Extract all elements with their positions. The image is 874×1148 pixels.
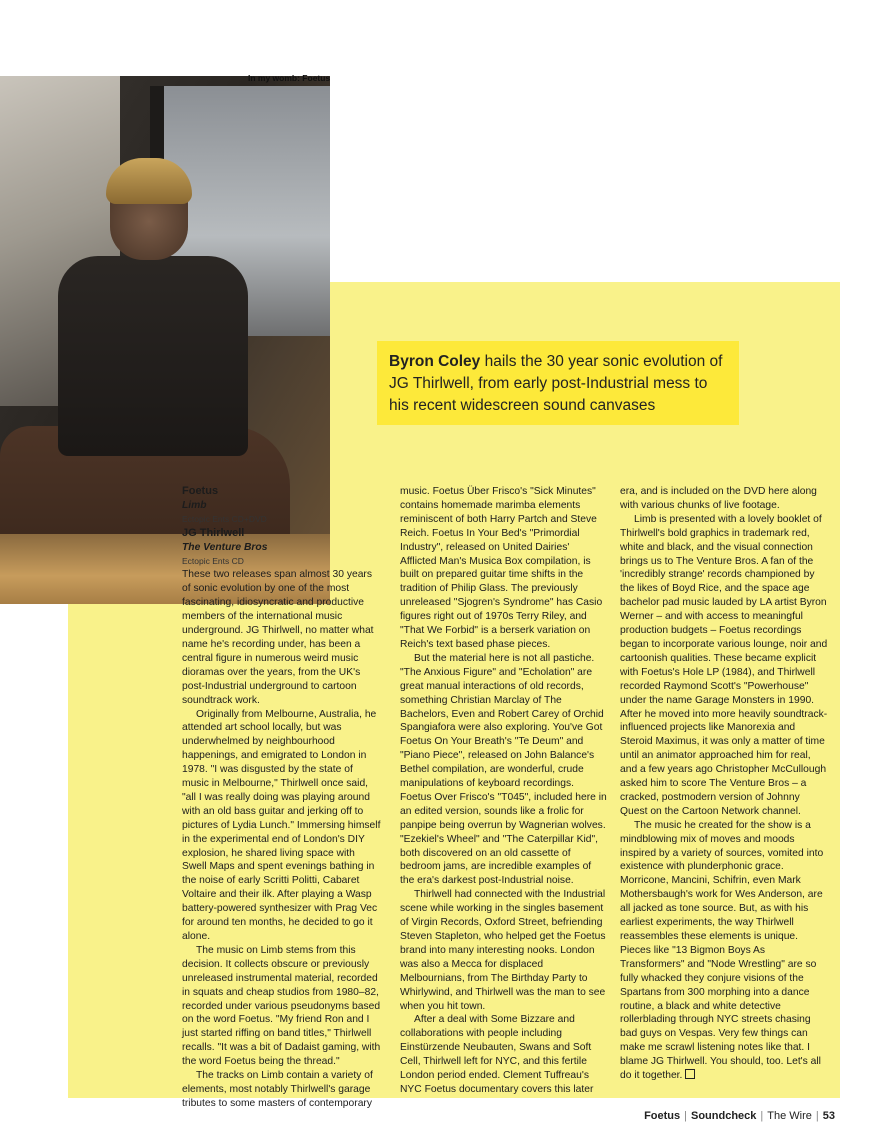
page-number: 53 <box>822 1110 835 1122</box>
body-paragraph: After a deal with Some Bizzare and collaborations with people including Einstürzende Neubauten, Swans and Soft Cell, Thirlwell left for NYC, and this fertile London period ended. Clement Tuffreau's NYC Foetus documentary covers this later <box>400 1014 594 1095</box>
body-paragraph: era, and is included on the DVD here along with various chunks of live footage. <box>620 486 817 511</box>
body-paragraph: Thirlwell had connected with the Industrial scene while working in the singles basement of Virgin Records, Oxford Street, befriending Steven Stapleton, who helped get the Foetus brand into many interesting nooks. London was also a Mecca for displaced Melbournians, from The Birthday Party to Whirlywind, and Thirlwell was the man to see when you hit town. <box>400 889 606 1012</box>
footer-magazine: The Wire <box>767 1110 812 1122</box>
end-mark-icon <box>685 1069 695 1079</box>
review-label: Ectopic Ents CD <box>182 555 244 566</box>
footer-section: Soundcheck <box>691 1110 757 1122</box>
body-paragraph: music. Foetus Über Frisco's "Sick Minutes" contains homemade marimba elements reminiscent of both Harry Partch and Steve Reich. Foetus In Your Bed's "Primordial Industry", released on United Dairies' Afflicted Man's Musica Box compilation, is built on prepared guitar time shifts in the tradition of Philip Glass. The previously unreleased "Sjogren's Syndrome" has Casio figures right out of 1970s Terry Riley, and "That We Forbid" is a berserk variation on Reich's text based phase pieces. <box>400 486 603 650</box>
article-column-3 <box>620 485 830 1083</box>
body-paragraph <box>620 819 830 1083</box>
review-entry <box>182 527 382 569</box>
page-footer <box>610 1110 835 1122</box>
review-label: Ectopic Ents CD+DVD <box>182 513 267 524</box>
standfirst <box>377 341 739 425</box>
standfirst-text: hails the 30 year sonic evolution of JG Thirlwell, from early post-Industrial mess to his recent widescreen sound canvases <box>389 353 723 414</box>
body-paragraph-text: The music he created for the show is a mindblowing mix of moves and moods inspired by a variety of sources, vomited into existence with plunderphonic grace. Morricone, Mancini, Schifrin, even Mark Mothersbaugh's work for Wes Anderson, are all jacked as tone source. But, as with his earliest experiments, the way Thirlwell reassembles these elements is unique. Pieces like "13 Bigmon Boys As Transformers" and "Node Wrestling" are so fully whacked they conjure visions of the Spartans from 300 morphing into a dance routine, a black and white detective rollerblading through NYC streets chasing bad guys on Vespas. Very few things can make me scrawl listening notes like that. I blame JG Thirlwell. You should, too. Let's all do it together. <box>620 819 824 1082</box>
review-title: Limb <box>182 499 207 511</box>
review-title: The Venture Bros <box>182 541 268 553</box>
standfirst-author: Byron Coley <box>389 353 481 370</box>
review-artist: Foetus <box>182 485 219 497</box>
footer-separator: | <box>815 1110 819 1122</box>
body-paragraph: Originally from Melbourne, Australia, he attended art school locally, but was underwhelmed by neighbourhood happenings, and emigrated to London in 1978. "I was disgusted by the state of music in Melbourne," Thirlwell once said, "all I was really doing was playing around with an old bass guitar and jerking off to pictures of Lydia Lunch." Immersing himself in the experimental end of London's DIY explosion, he shared living space with Swell Maps and spent evenings bathing in the noise of early Scritti Politti, Cabaret Voltaire and their ilk. After playing a Wasp battery-powered synthesizer with Prag Vec for around ten months, he decided to go it alone. <box>182 708 381 942</box>
review-artist: JG Thirlwell <box>182 526 245 539</box>
body-paragraph: These two releases span almost 30 years of sonic evolution by one of the most fascinating, idiosyncratic and productive members of the international music underground. JG Thirlwell, no matter what name he's recording under, has been a central figure in numerous weird music dioramas over the years, from the UK's post-Industrial underground to cartoon soundtrack work. <box>182 569 374 706</box>
body-paragraph: The music on Limb stems from this decision. It collects obscure or previously unreleased instrumental material, recorded in squats and cheap studios from 1980–82, recorded under various pseudonyms based on the word Foetus. "My friend Ron and I just started riffing on band titles," Thirlwell recalls. "It was a bit of Dadaist gaming, with the word Foetus being the thread." <box>182 944 381 1068</box>
article-column-2 <box>400 485 608 1097</box>
body-paragraph: But the material here is not all pastiche. "The Anxious Figure" and "Echolation" are great manual interactions of old records, something Christian Marclay of The Bachelors, Even and Robert Carey of Orchid Spangiafora were also exploring. You've Got Foetus On Your Breath's "Te Deum" and "Piano Piece", released on John Balance's Bethel compilation, are wonderful, crude manipulations of keyboard recordings. Foetus Over Frisco's "T045", included here in an edited version, sounds like a frolic for panpipe being overrun by Wagnerian wolves. "Ezekiel's Wheel" and "The Caterpillar Kid", both discovered on an old cassette of bedroom jams, are incredible examples of the era's darkest post-Industrial noise. <box>400 652 607 887</box>
photo-caption: In my womb: Foetus <box>248 73 331 83</box>
photo-figure-body <box>58 256 248 456</box>
footer-separator: | <box>760 1110 764 1122</box>
body-paragraph: Limb is presented with a lovely booklet of Thirlwell's bold graphics in trademark red, white and black, and the visual connection brings us to The Venture Bros. A fan of the 'incredibly strange' records championed by the likes of Boyd Rice, and the space age bachelor pad music lauded by LA artist Byron Werner – and with access to meaningful production budgets – Foetus recordings began to incorporate various lounge, noir and cartoonish qualities. These became explicit with Foetus's Hole LP (1984), and Thirlwell recorded Raymond Scott's "Powerhouse" under the name Garage Monsters in 1990. After he moved into more heavily soundtrack-influenced projects like Manorexia and Steroid Maximus, it was only a matter of time until an animator approached him for real, and a few years ago Christopher McCullough asked him to score The Venture Bros – a cracked, postmodern version of Johnny Quest on the Cartoon Network channel. <box>620 513 828 817</box>
review-entry <box>182 485 382 527</box>
footer-separator: | <box>684 1110 687 1122</box>
footer-artist: Foetus <box>644 1110 681 1122</box>
article-column-1 <box>182 485 382 1111</box>
body-paragraph: The tracks on Limb contain a variety of elements, most notably Thirlwell's garage tributes to some masters of contemporary <box>182 1070 373 1109</box>
